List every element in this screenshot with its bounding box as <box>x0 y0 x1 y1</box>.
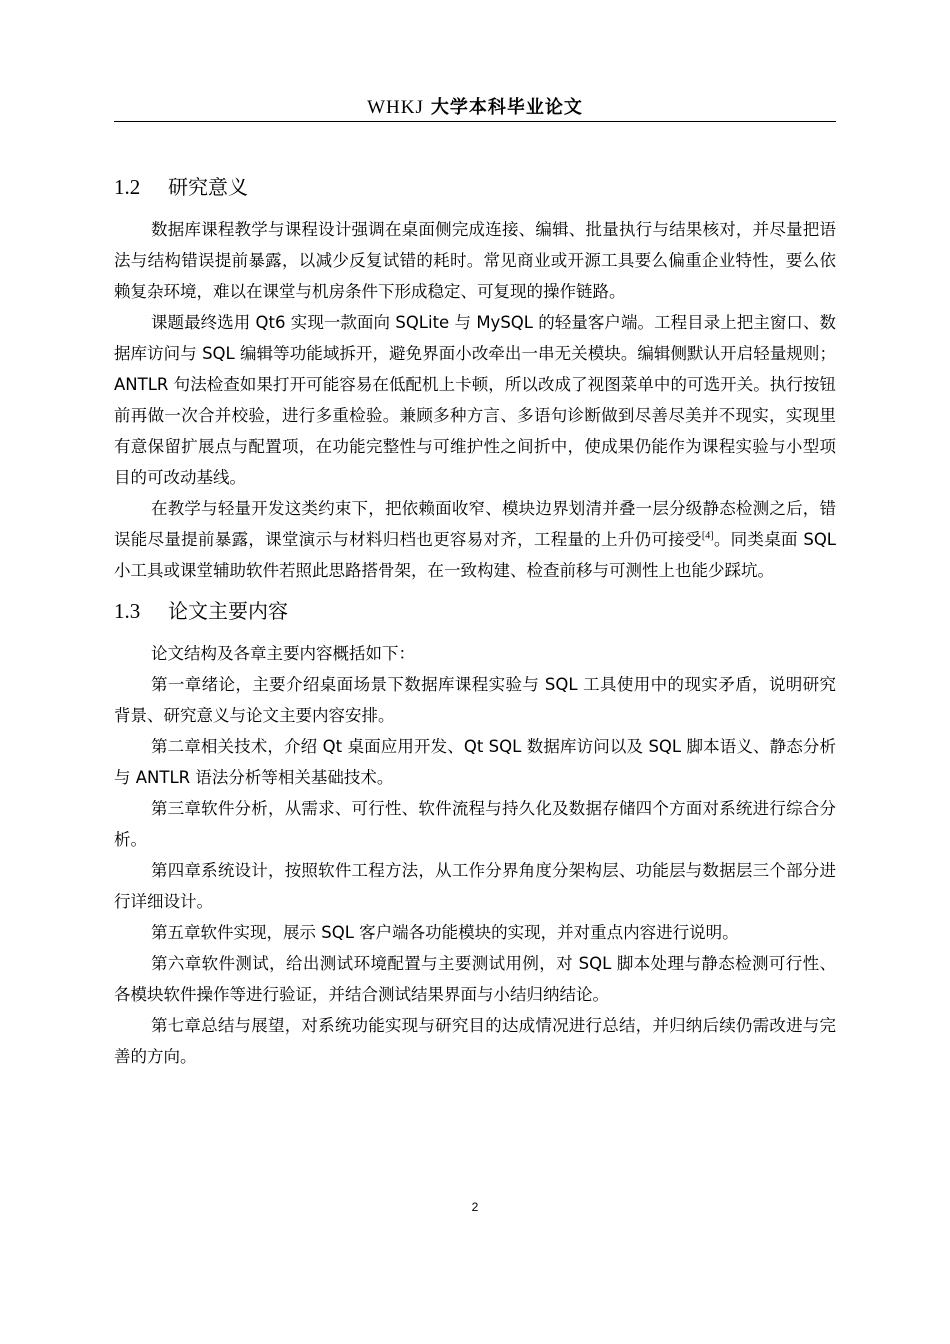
page-body <box>114 168 836 1072</box>
section-title: 论文主要内容 <box>168 599 288 623</box>
paragraph: 论文结构及各章主要内容概括如下： <box>151 644 415 663</box>
page-header <box>114 92 836 122</box>
paragraph: 第二章相关技术，介绍 Qt 桌面应用开发、Qt SQL 数据库访问以及 SQL 脚本语义、静态分析与 ANTLR 语法分析等相关基础技术。 <box>114 737 836 787</box>
paragraph: 第六章软件测试，给出测试环境配置与主要测试用例，对 SQL 脚本处理与静态检测可行性、各模块软件操作等进行验证，并结合测试结果界面与小结归纳结论。 <box>114 954 836 1004</box>
paragraph: 第三章软件分析，从需求、可行性、软件流程与持久化及数据存储四个方面对系统进行综合分析。 <box>114 799 836 849</box>
section-number: 1.2 <box>114 175 141 199</box>
citation-ref: [4] <box>701 530 714 542</box>
paragraph-text-continued: 。同类桌面 SQL 小工具或课堂辅助软件若照此思路搭骨架，在一致构建、检查前移与可测性上也能少踩坑。 <box>114 530 837 580</box>
paragraph: 课题最终选用 Qt6 实现一款面向 SQLite 与 MySQL 的轻量客户端。工程目录上把主窗口、数据库访问与 SQL 编辑等功能域拆开，避免界面小改牵出一串无关模块。编辑侧默认开启轻量规则；ANTLR 句法检查如果打开可能容易在低配机上卡顿，所以改成了视图菜单中的可选开关。执行按钮前再做一次合并校验，进行多重检验。兼顾多种方言、多语句诊断做到尽善尽美并不现实，实现里有意保留扩展点与配置项，在功能完整性与可维护性之间折中，使成果仍能作为课程实验与小型项目的可改动基线。 <box>114 313 836 487</box>
paragraph-with-citation <box>114 493 836 586</box>
page-number: 2 <box>471 1200 479 1214</box>
paragraph: 数据库课程教学与课程设计强调在桌面侧完成连接、编辑、批量执行与结果核对，并尽量把语法与结构错误提前暴露，以减少反复试错的耗时。常见商业或开源工具要么偏重企业特性，要么依赖复杂环境，难以在课堂与机房条件下形成稳定、可复现的操作链路。 <box>114 220 836 301</box>
header-title: 大学本科毕业论文 <box>430 97 583 118</box>
paragraph: 第五章软件实现，展示 SQL 客户端各功能模块的实现，并对重点内容进行说明。 <box>151 923 739 942</box>
section-number: 1.3 <box>114 599 141 623</box>
paragraph-text: 在教学与轻量开发这类约束下，把依赖面收窄、模块边界划清并叠一层分级静态检测之后，错误能尽量提前暴露，课堂演示与材料归档也更容易对齐，工程量的上升仍可接受 <box>114 499 836 549</box>
header-latin: WHKJ <box>367 97 424 118</box>
header-rule <box>114 121 836 122</box>
section-heading-1-2 <box>114 168 836 206</box>
paragraph: 第一章绪论，主要介绍桌面场景下数据库课程实验与 SQL 工具使用中的现实矛盾，说明研究背景、研究意义与论文主要内容安排。 <box>114 675 836 725</box>
paragraph: 第四章系统设计，按照软件工程方法，从工作分界角度分架构层、功能层与数据层三个部分进行详细设计。 <box>114 861 836 911</box>
paragraph: 第七章总结与展望，对系统功能实现与研究目的达成情况进行总结，并归纳后续仍需改进与完善的方向。 <box>114 1016 836 1066</box>
section-heading-1-3 <box>114 592 836 630</box>
section-title: 研究意义 <box>168 175 248 199</box>
